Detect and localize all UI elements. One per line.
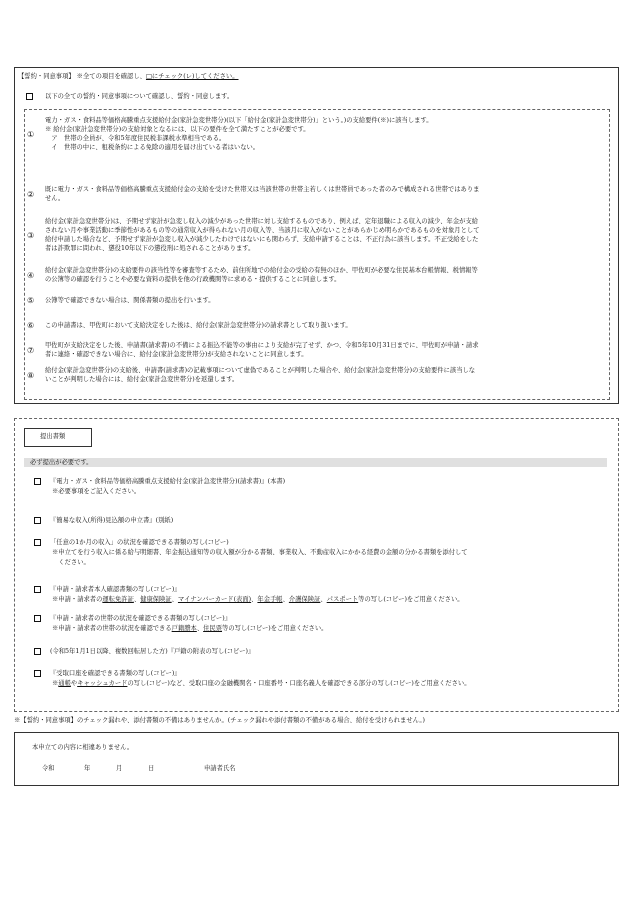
consent-item-text: 電力・ガス・食料品等価格高騰重点支援給付金(家計急変世帯分)(以下「給付金(家計急変世帯分)」という。)の支給要件(※)に該当します。	[45, 117, 433, 124]
consent-item-text: 既に電力・ガス・食料品等価格高騰重点支援給付金の支給を受けた世帯又は当該世帯の世帯主若しくは世帯員であった者のみで構成される世帯ではありま	[45, 186, 480, 193]
document-item-note: ※必要事項をご記入ください。	[52, 488, 141, 495]
document-name-highlight: 運転免許証	[102, 596, 134, 603]
document-name-highlight: 介護保険証	[288, 596, 321, 603]
document-name-highlight: 通帳	[58, 680, 71, 687]
document-item-title: 『電力・ガス・食料品等価格高騰重点支援給付金(家計急変世帯分)(請求書)』(本書)	[50, 478, 286, 485]
consent-item-number: ②	[27, 189, 35, 199]
document-item-title: (令和5年1月1日以降、複数回転居した方)『戸籍の附表の写し(コピー)』	[50, 648, 255, 655]
document-name-highlight: 住民票	[203, 625, 223, 632]
document-note-text: 等の写し(コピー)をご用意ください。	[358, 596, 464, 603]
consent-item-text: ※ 給付金(家計急変世帯分)の支給対象となるには、以下の要件を全て満たすことが必要です。	[45, 126, 310, 133]
consent-item-text: されない月や事業活動に季節性があるもの等の通常収入が得られない月の収入等、当該月に収入がないことがあらかじめ明らかであるものを対象月として	[45, 227, 480, 234]
document-name-highlight: 健康保険証	[140, 596, 172, 603]
consent-item-number: ⑥	[27, 321, 35, 330]
document-note-text: 、	[251, 596, 258, 603]
document-checkbox[interactable]	[34, 615, 41, 622]
document-item-note	[52, 624, 327, 633]
date-era: 令和	[42, 765, 55, 772]
document-name-highlight: キャッシュカード	[77, 680, 128, 687]
document-note-text: ※申請・請求者の	[52, 596, 103, 603]
document-note-text: ※	[52, 680, 59, 687]
declaration-box	[14, 732, 619, 786]
document-note-text: 、	[171, 596, 178, 603]
document-item-title: 『申請・請求者本人確認書類の写し(コピー)』	[50, 586, 181, 593]
document-checkbox[interactable]	[34, 517, 41, 524]
consent-item-text: この申請書は、甲佐町において支給決定をした後は、給付金(家計急変世帯分)の請求書として取り扱います。	[45, 322, 352, 329]
consent-item-number: ⑧	[27, 370, 35, 380]
document-item-note	[52, 595, 464, 604]
declaration-statement: 本申立ての内容に相違ありません。	[32, 744, 134, 751]
date-day-label: 日	[148, 765, 155, 772]
consent-item-number: ④	[27, 270, 35, 280]
document-checkbox[interactable]	[34, 648, 41, 655]
consent-all-label: 以下の全ての誓約・同意事項について確認し、誓約・同意します。	[45, 93, 234, 100]
document-checkbox[interactable]	[34, 586, 41, 593]
consent-item-number: ⑦	[27, 345, 35, 355]
document-note-text: 等の写し(コピー)をご用意ください。	[222, 625, 328, 632]
consent-item-text: 給付金(家計急変世帯分)は、予期せず家計が急変し収入の減少があった世帯に対し支給するものであり、例えば、定年退職による収入の減少、年金が支給	[45, 218, 479, 225]
document-checkbox[interactable]	[34, 670, 41, 677]
document-note-text: や	[70, 680, 78, 687]
document-name-highlight: 年金手帳	[257, 596, 283, 603]
consent-item-text: 公簿等で確認できない場合は、関係書類の提出を行います。	[45, 297, 215, 304]
footer-note: ※【誓約・同意事項】のチェック漏れや、添付書類の不備はありませんか。(チェック漏れや添付書類の不備がある場合、給付を受けられません。)	[14, 717, 425, 724]
date-month-label: 月	[116, 765, 123, 772]
document-name-highlight: パスポート	[326, 596, 359, 603]
document-item-title: 「任意の1か月の収入」の状況を確認できる書類の写し(コピー)	[50, 539, 229, 546]
document-checkbox[interactable]	[34, 539, 41, 546]
consent-item-text: 給付金(家計急変世帯分)の支給後、申請書(請求書)の記載事項について虚偽であることが判明した場合や、給付金(家計急変世帯分)の支給要件に該当しな	[45, 367, 476, 374]
consent-item-text: いことが判明した場合には、給付金(家計急変世帯分)を返還します。	[45, 376, 239, 383]
documents-title: 提出書類	[40, 433, 66, 440]
consent-all-checkbox[interactable]	[26, 93, 33, 100]
consent-item-number: ⑤	[27, 296, 35, 305]
document-item-title: 『簡易な収入(所得)見込額の申立書』(別紙)	[50, 517, 174, 524]
document-note-text: 、	[133, 596, 141, 603]
consent-item-text: 給付金(家計急変世帯分)の支給要件の該当性等を審査等するため、前住所地での給付金の受給の有無のほか、甲佐町が必要な住民基本台帳情報、税情報等	[45, 267, 478, 274]
document-item-title: 『申請・請求者の世帯の状況を確認できる書類の写し(コピー)』	[50, 615, 231, 622]
document-item-note	[52, 679, 471, 688]
consent-item-text: イ 世帯の中に、租税条約による免除の適用を届け出ている者はいない。	[45, 144, 260, 151]
date-year-label: 年	[84, 765, 91, 772]
consent-item-number: ①	[27, 129, 35, 139]
document-note-text: 、	[320, 596, 327, 603]
required-bar-label: 必ず提出が必要です。	[30, 459, 93, 466]
document-item-note: ください。	[52, 559, 90, 566]
document-name-highlight: 戸籍謄本	[171, 625, 197, 632]
consent-item-text: せん。	[45, 195, 65, 202]
consent-item-text: ア 世帯の全員が、令和5年度住民税非課税水準相当である。	[45, 135, 226, 142]
required-bar	[24, 458, 607, 467]
document-name-highlight: マイナンバーカード(表面)	[177, 596, 252, 603]
document-note-text: の写し(コピー)など、受取口座の金融機関名・口座番号・口座名義人を確認できる部分の写し(コピー)をご用意ください。	[127, 680, 471, 687]
consent-item-text: の公簿等の確認を行うことや必要な資料の提供を他の行政機関等に求める・提供することに同意します。	[45, 276, 341, 283]
consent-header: 【誓約・同意事項】 ※全ての項目を確認し、□にチェック(レ)してください。	[18, 73, 239, 80]
consent-item-text: 者に連絡・確認できない場合に、給付金(家計急変世帯分)が支給されないことに同意します。	[45, 351, 308, 358]
consent-item-text: 給付申請した場合など、予期せず家計が急変し収入が減少したわけではないにも関わらず、支給申請することは、不正行為に該当します。不正受給をした	[45, 236, 479, 243]
document-note-text: 、	[282, 596, 289, 603]
consent-item-text: 者は詐欺罪に問われ、懲役10年以下の懲役刑に処されることがあります。	[45, 245, 255, 252]
document-note-text: ※申請・請求者の世帯の状況を確認できる	[52, 625, 172, 632]
document-checkbox[interactable]	[34, 478, 41, 485]
document-item-note: ※申立てを行う収入に係る給与明細書、年金振込通知等の収入額が分かる書類、事業収入、不動産収入にかかる経費の金額の分かる書類を添付して	[52, 549, 468, 556]
document-note-text: 、	[196, 625, 204, 632]
consent-item-number: ③	[27, 230, 35, 240]
applicant-name-label: 申請者氏名	[204, 765, 236, 772]
document-item-title: 『受取口座を確認できる書類の写し(コピー)』	[50, 670, 181, 677]
consent-item-text: 甲佐町が支給決定をした後、申請書(請求書)の不備による振込不能等の事由により支給が完了せず、かつ、令和5年10月31日までに、甲佐町が申請・請求	[45, 342, 479, 349]
